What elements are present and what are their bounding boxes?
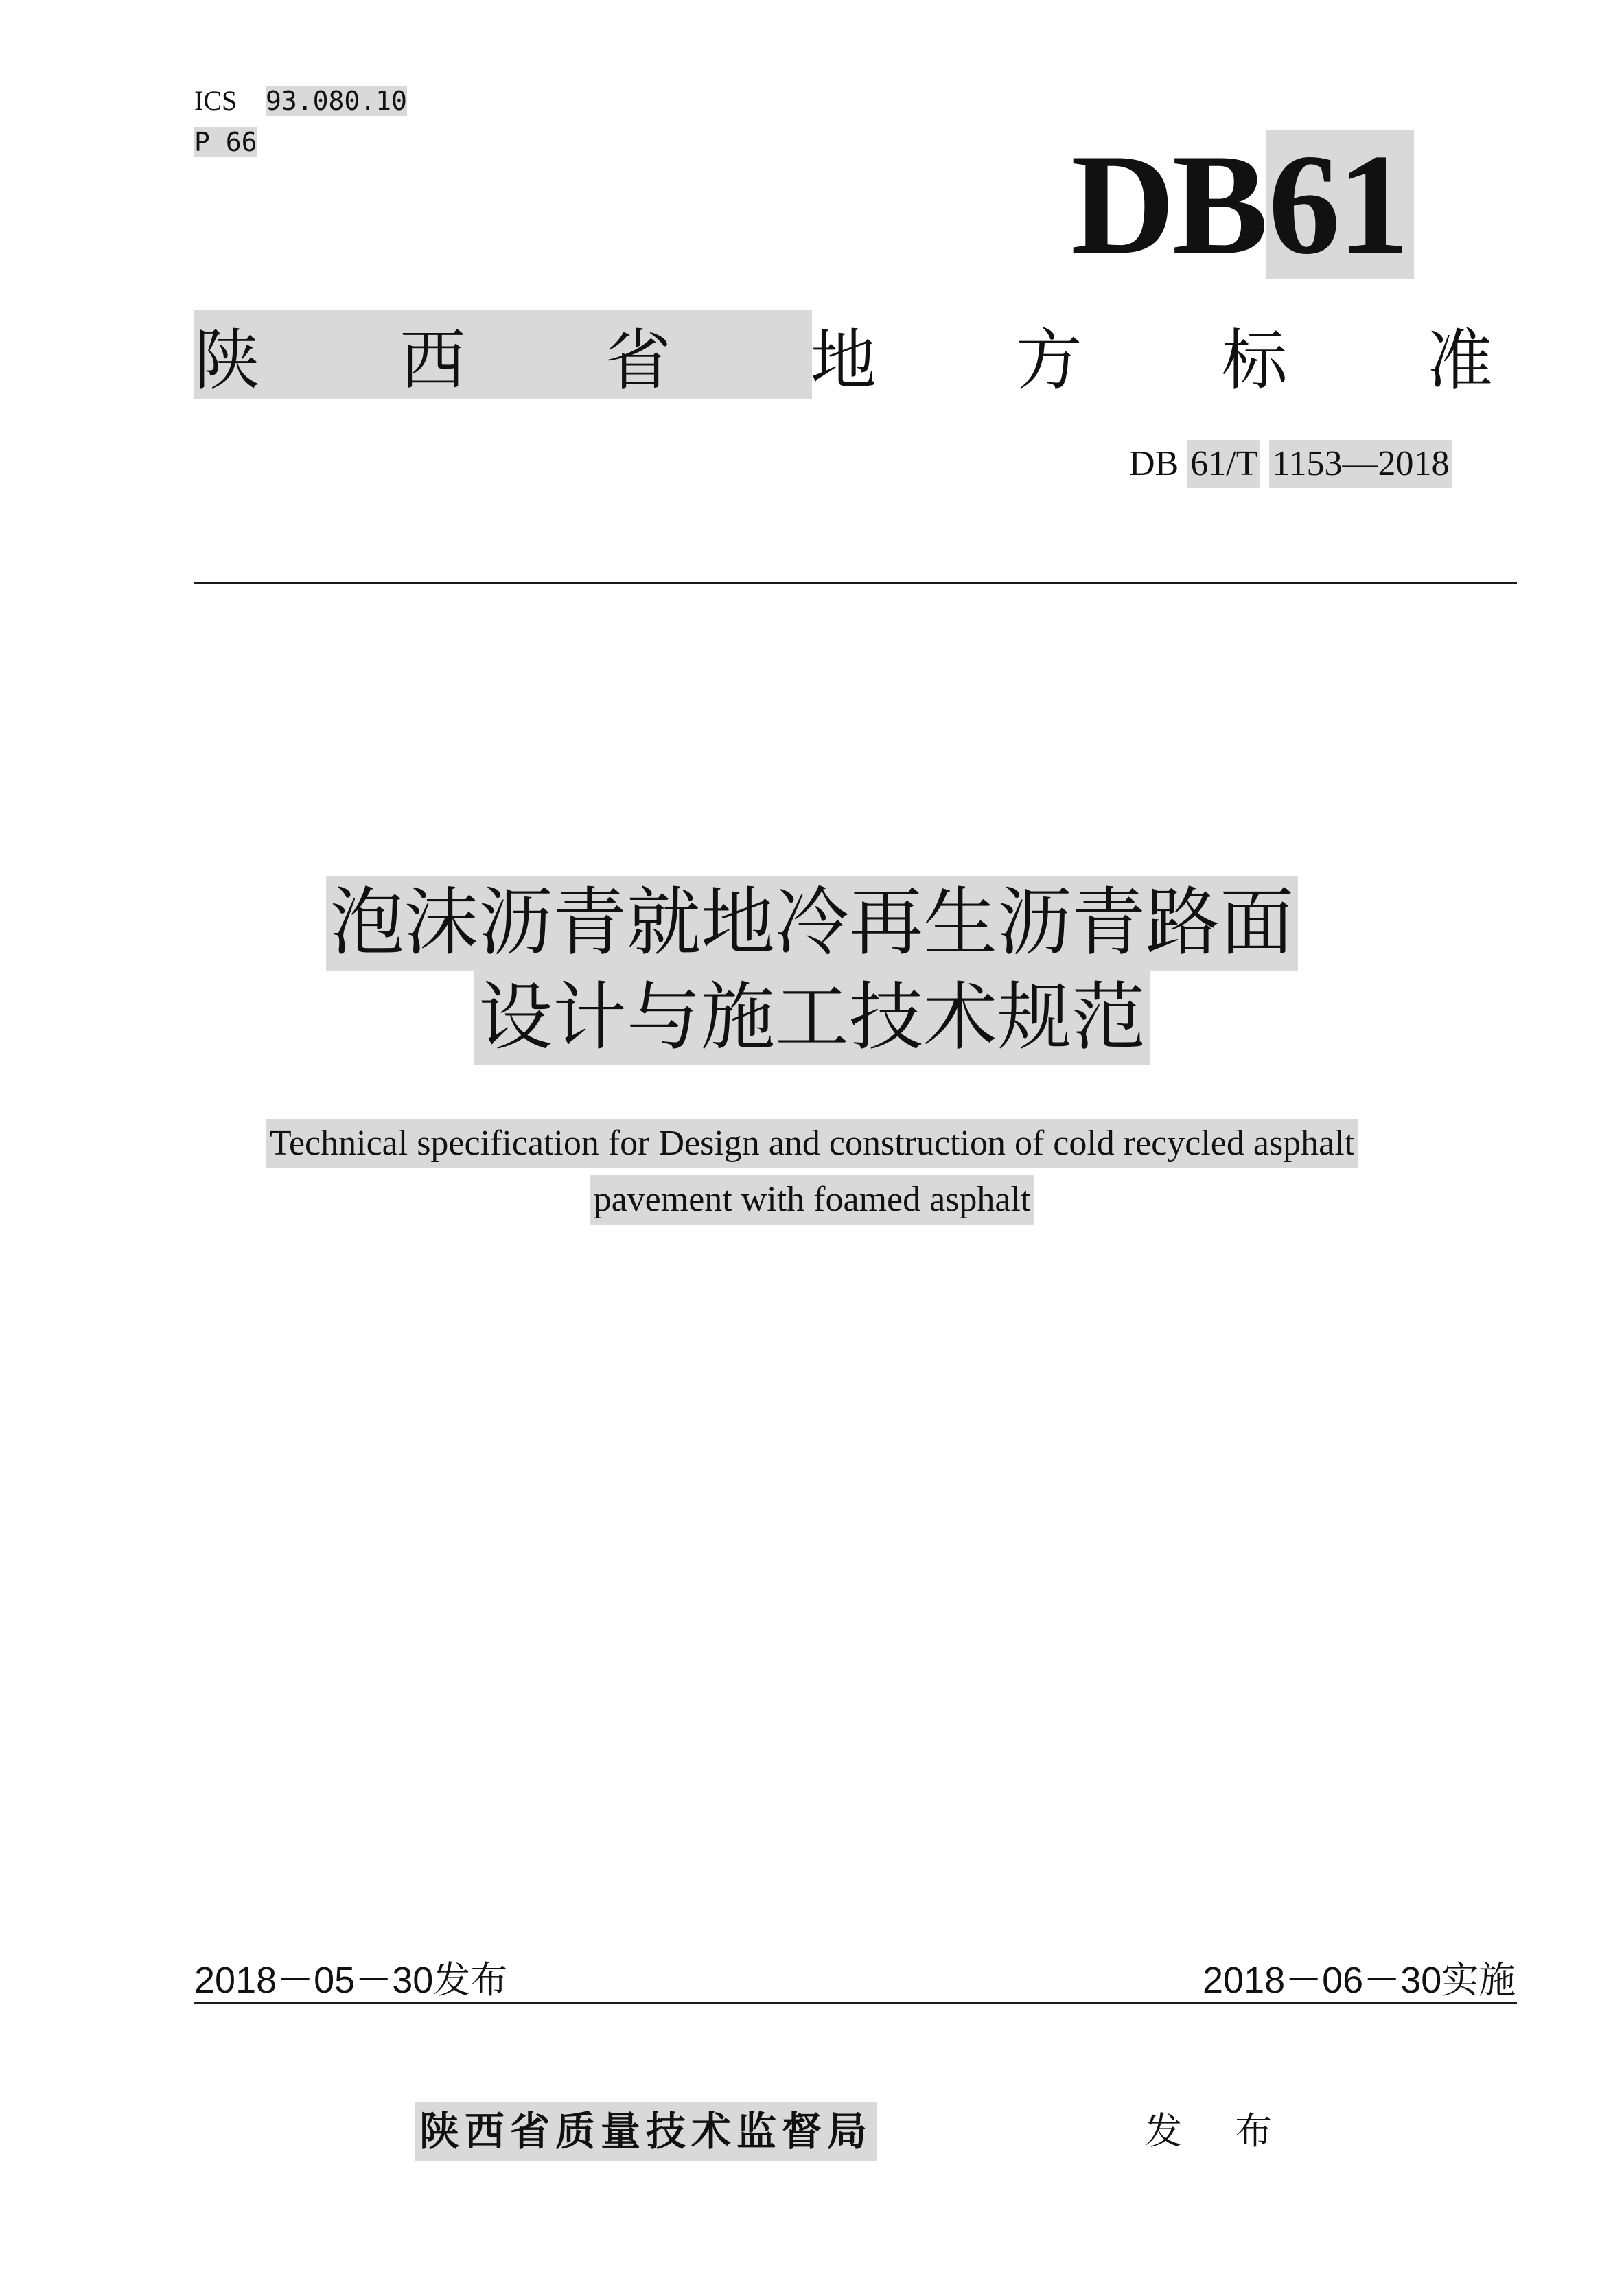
issuing-level-char: 陕 xyxy=(194,321,260,399)
issuing-level-heading xyxy=(194,310,1493,399)
title-en-line2-row xyxy=(0,1175,1624,1225)
title-zh-line1-row xyxy=(0,876,1624,971)
ics-label: ICS xyxy=(194,85,237,116)
ics-code: 93.080.10 xyxy=(266,86,407,116)
implement-date: 2018－06－30 xyxy=(1203,1960,1442,2001)
standard-mark xyxy=(1071,125,1414,284)
ccs-code-row xyxy=(194,125,257,159)
standard-number-serial: 1153—2018 xyxy=(1269,440,1452,488)
issuing-level-char: 方 xyxy=(1016,321,1082,399)
title-en-line2: pavement with foamed asphalt xyxy=(590,1175,1035,1225)
standard-number-code: 61/T xyxy=(1187,440,1260,488)
standard-number-prefix: DB xyxy=(1129,444,1179,483)
standard-mark-number: 61 xyxy=(1266,130,1414,279)
issuing-level-char: 标 xyxy=(1221,321,1288,399)
implement-label: 实施 xyxy=(1441,1958,1516,2002)
footer-divider xyxy=(194,2002,1517,2004)
title-en-line1-row xyxy=(0,1119,1624,1168)
release-label: 发布 xyxy=(433,1958,508,2002)
ccs-code: P 66 xyxy=(194,127,257,157)
issuing-level-char: 省 xyxy=(605,321,671,399)
title-zh-line2-row xyxy=(0,971,1624,1065)
release-date-row xyxy=(194,1956,507,2004)
title-zh-line2: 设计与施工技术规范 xyxy=(474,971,1150,1065)
standard-mark-letters: DB xyxy=(1071,125,1266,284)
ics-code-row xyxy=(194,84,407,118)
issuing-level-char: 准 xyxy=(1426,321,1493,399)
header-divider xyxy=(194,582,1517,584)
issuing-level-char: 地 xyxy=(810,321,877,399)
release-date: 2018－05－30 xyxy=(194,1960,434,2001)
publisher-name: 陕西省质量技术监督局 xyxy=(415,2102,877,2161)
standard-number xyxy=(1129,440,1452,488)
implement-date-row xyxy=(1203,1956,1516,2004)
title-en-line1: Technical specification for Design and construction of cold recycled asphalt xyxy=(266,1119,1358,1168)
title-zh-line1: 泡沫沥青就地冷再生沥青路面 xyxy=(326,876,1298,971)
publish-word: 发 布 xyxy=(1145,2109,1293,2153)
issuing-level-char: 西 xyxy=(399,321,466,399)
